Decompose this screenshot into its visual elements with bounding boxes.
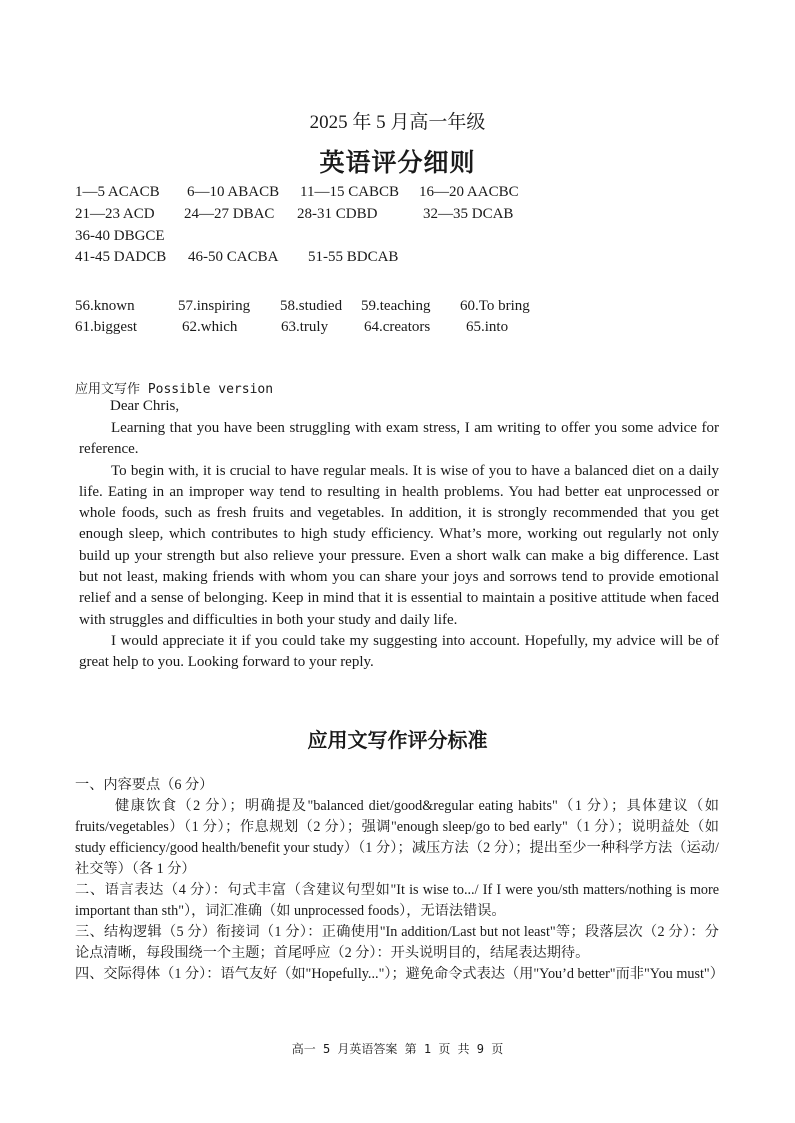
letter-paragraph: To begin with, it is crucial to have regular meals. It is wise of you to have a balanced diet on a daily life. Eating in an improper way tend to resulting in health problems. You had better eat unprocessed or whole foods, such as fresh fruits and vegetables. In addition, it is strongly recommended that you get enough sleep, which contributes to high study efficiency. What’s more, working out regularly not only build up your strength but also relieve your pressure. Even a short walk can make a big difference. Last but not least, making friends with whom you can share your joys and sorrows tend to provide emotional relief and a sense of belonging. Keep in mind that it is essential to maintain a positive attitude when faced with struggles and difficulties in both your study and daily life.: [79, 462, 719, 628]
letter-paragraph: I would appreciate it if you could take my suggesting into account. Hopefully, my advice will be of great help to you. Looking forward to your reply.: [79, 632, 719, 671]
fill-answer: 65.into: [466, 319, 509, 335]
fill-answer: 62.which: [182, 319, 238, 335]
rubric-title: 应用文写作评分标准: [307, 730, 488, 752]
answer-group: 32—35 DCAB: [423, 206, 514, 222]
answer-group: 6—10 ABACB: [187, 184, 280, 200]
answer-group: 1—5 ACACB: [75, 184, 160, 200]
rubric-heading: 一、内容要点（6 分）: [75, 777, 214, 793]
letter-paragraph: Learning that you have been struggling with exam stress, I am writing to offer you some advice for reference.: [79, 420, 719, 458]
letter-greeting: Dear Chris,: [110, 398, 180, 414]
fill-answer: 58.studied: [280, 298, 343, 314]
answer-group: 46-50 CACBA: [188, 249, 279, 265]
page-title: 英语评分细则: [319, 150, 476, 177]
answer-group: 21—23 ACD: [75, 206, 155, 222]
rubric-item: 三、结构逻辑（5 分）衔接词（1 分）：正确使用"In addition/Last but not least"等；段落层次（2 分）：分论点清晰，每段围绕一个主题；首尾呼应（2 分）：开头说明目的，结尾表达期待。: [75, 924, 719, 961]
answer-group: 41-45 DADCB: [75, 249, 167, 265]
answer-group: 24—27 DBAC: [184, 206, 275, 222]
rubric-item: 四、交际得体（1 分）：语气友好（如"Hopefully..."）；避免命令式表达（用"You’d better"而非"You must"）: [75, 966, 724, 982]
fill-answer: 59.teaching: [361, 298, 431, 314]
fill-answer: 57.inspiring: [178, 298, 251, 314]
fill-answer: 56.known: [75, 298, 135, 314]
essay-label: 应用文写作 Possible version: [75, 382, 274, 397]
rubric-content: 健康饮食（2 分）；明确提及"balanced diet/good&regular eating habits"（1 分）；具体建议（如 fruits/vegetables）（1 分）；作息规划（2 分）；强调"enough sleep/go to bed early"（1 分）；说明益处（如 study efficiency/good health/benefit your study）（1 分）；减压方法（2 分）；提出至少一种科学方法（运动/社交等）（各 1 分）: [75, 798, 719, 877]
rubric-item: 二、语言表达（4 分）：句式丰富（含建议句型如"It is wise to.../ If I were you/sth matters/nothing is more important than sth"），词汇准确（如 unprocessed foods），无语法错误。: [75, 882, 719, 919]
page-footer: 高一 5 月英语答案 第 1 页 共 9 页: [291, 1042, 504, 1056]
letter-body: [79, 418, 719, 674]
exam-subtitle: 2025 年 5 月高一年级: [309, 112, 486, 133]
rubric-body: [75, 775, 724, 985]
answer-group: 51-55 BDCAB: [308, 249, 399, 265]
fill-answer: 63.truly: [281, 319, 329, 335]
fill-answer: 64.creators: [364, 319, 431, 335]
answer-group: 28-31 CDBD: [297, 206, 378, 222]
answer-group: 36-40 DBGCE: [75, 228, 165, 244]
answer-group: 16—20 AACBC: [419, 184, 519, 200]
answer-group: 11—15 CABCB: [300, 184, 400, 200]
fill-answer: 61.biggest: [75, 319, 138, 335]
fill-answer: 60.To bring: [460, 298, 530, 314]
